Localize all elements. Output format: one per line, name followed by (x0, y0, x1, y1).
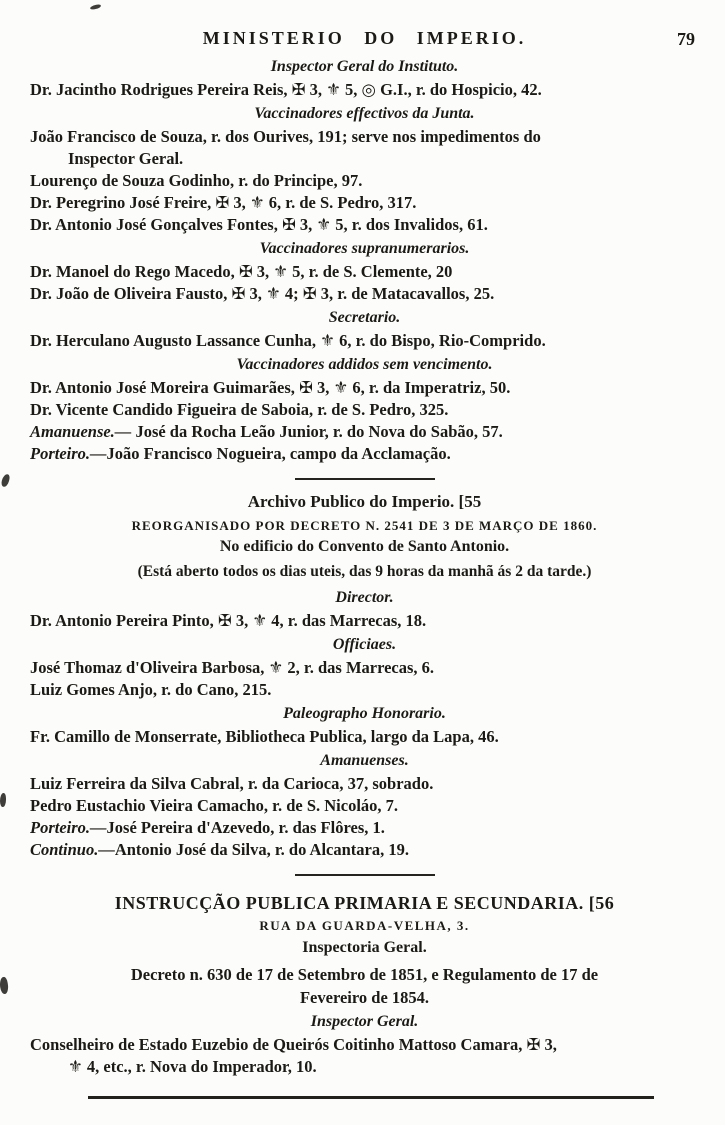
heading-amanuenses: Amanuenses. (320, 752, 409, 769)
entry-text: José da Rocha Leão Junior, r. do Nova do Sabão, 57. (131, 422, 503, 441)
entry-peregrino-freire: Dr. Peregrino José Freire, ✠ 3, ⚜ 6, r. de S. Pedro, 317. (30, 193, 417, 212)
entry-role-label: Porteiro.— (30, 444, 107, 463)
entry-amanuense (30, 421, 699, 443)
entry-jacintho-reis: Dr. Jacintho Rodrigues Pereira Reis, ✠ 3, ⚜ 5, ◎ G.I., r. do Hospicio, 42. (30, 80, 542, 99)
entry-camillo-monserrate: Fr. Camillo de Monserrate, Bibliotheca Publica, largo da Lapa, 46. (30, 727, 499, 746)
decreto-line: Decreto n. 630 de 17 de Setembro de 1851, e Regulamento de 17 de (130, 965, 599, 984)
section-title-instruccao: INSTRUCÇÃO PUBLICA PRIMARIA E SECUNDARIA. [56 (114, 893, 615, 913)
entry-figueira-saboia: Dr. Vicente Candido Figueira de Saboia, r. de S. Pedro, 325. (30, 400, 449, 419)
entry-text: Antonio José da Silva, r. do Alcantara, 19. (114, 840, 409, 859)
entry-pereira-pinto: Dr. Antonio Pereira Pinto, ✠ 3, ⚜ 4, r. das Marrecas, 18. (30, 611, 427, 630)
heading-inspectoria-geral: Inspectoria Geral. (302, 939, 427, 956)
entry-silva-cabral: Luiz Ferreira da Silva Cabral, r. da Carioca, 37, sobrado. (30, 774, 434, 793)
heading-inspector-geral-instituto: Inspector Geral do Instituto. (270, 58, 459, 75)
entry-text: José Pereira d'Azevedo, r. das Flôres, 1. (106, 818, 385, 837)
entry-line: Inspector Geral. (68, 149, 184, 168)
heading-director: Director. (335, 589, 394, 606)
running-head (30, 28, 699, 54)
entry-porteiro (30, 443, 699, 465)
section-divider (295, 874, 435, 876)
entry-archivo-porteiro (30, 817, 699, 839)
entry-role-label: Amanuense.— (30, 422, 132, 441)
entry-mattoso-camara (30, 1034, 699, 1078)
section-divider (295, 478, 435, 480)
page-bottom-rule (88, 1096, 654, 1099)
instruccao-address-line: RUA DA GUARDA-VELHA, 3. (259, 918, 470, 933)
heading-inspector-geral: Inspector Geral. (310, 1013, 419, 1030)
heading-vaccinadores-supranumerarios: Vaccinadores supranumerarios. (259, 240, 470, 257)
entry-lassance-cunha: Dr. Herculano Augusto Lassance Cunha, ⚜ 6, r. do Bispo, Rio-Comprido. (30, 331, 546, 350)
entry-role-label: Continuo.— (30, 840, 115, 859)
decreto-line: Fevereiro de 1854. (299, 988, 430, 1007)
entry-line: ⚜ 4, etc., r. Nova do Imperador, 10. (68, 1057, 317, 1076)
page-number: 79 (677, 29, 695, 49)
heading-officiaes: Officiaes. (332, 636, 397, 653)
archivo-edificio-line: No edificio do Convento de Santo Antonio. (219, 538, 510, 555)
instruccao-decreto (30, 963, 699, 1009)
entry-lourenco-godinho: Lourenço de Souza Godinho, r. do Principe, 97. (30, 171, 363, 190)
entry-archivo-continuo (30, 839, 699, 861)
heading-vaccinadores-effectivos: Vaccinadores effectivos da Junta. (254, 105, 475, 122)
entry-rego-macedo: Dr. Manoel do Rego Macedo, ✠ 3, ⚜ 5, r. de S. Clemente, 20 (30, 262, 453, 281)
entry-joao-francisco-souza (30, 126, 699, 170)
entry-text: João Francisco Nogueira, campo da Acclamação. (106, 444, 451, 463)
page-header-title: MINISTERIO DO IMPERIO. (202, 28, 527, 48)
entry-line: João Francisco de Souza, r. dos Ourives, 191; serve nos impedimentos do (30, 127, 541, 146)
heading-vaccinadores-addidos: Vaccinadores addidos sem vencimento. (236, 356, 493, 373)
section-title-archivo: Archivo Publico do Imperio. [55 (247, 492, 482, 511)
entry-vieira-camacho: Pedro Eustachio Vieira Camacho, r. de S. Nicoláo, 7. (30, 796, 399, 815)
entry-moreira-guimaraes: Dr. Antonio José Moreira Guimarães, ✠ 3, ⚜ 6, r. da Imperatriz, 50. (30, 378, 511, 397)
entry-oliveira-fausto: Dr. João de Oliveira Fausto, ✠ 3, ⚜ 4; ✠ 3, r. de Matacavallos, 25. (30, 284, 495, 303)
archivo-decreto-line: REORGANISADO POR DECRETO N. 2541 DE 3 DE MARÇO DE 1860. (131, 518, 598, 533)
archivo-horario-line: (Está aberto todos os dias uteis, das 9 horas da manhã ás 2 da tarde.) (137, 563, 592, 580)
entry-line: Conselheiro de Estado Euzebio de Queirós Coitinho Mattoso Camara, ✠ 3, (30, 1035, 557, 1054)
heading-paleographo: Paleographo Honorario. (283, 705, 446, 722)
entry-goncalves-fontes: Dr. Antonio José Gonçalves Fontes, ✠ 3, ⚜ 5, r. dos Invalidos, 61. (30, 215, 488, 234)
entry-gomes-anjo: Luiz Gomes Anjo, r. do Cano, 215. (30, 680, 272, 699)
heading-secretario: Secretario. (328, 309, 401, 326)
entry-role-label: Porteiro.— (30, 818, 107, 837)
entry-oliveira-barbosa: José Thomaz d'Oliveira Barbosa, ⚜ 2, r. das Marrecas, 6. (30, 658, 435, 677)
